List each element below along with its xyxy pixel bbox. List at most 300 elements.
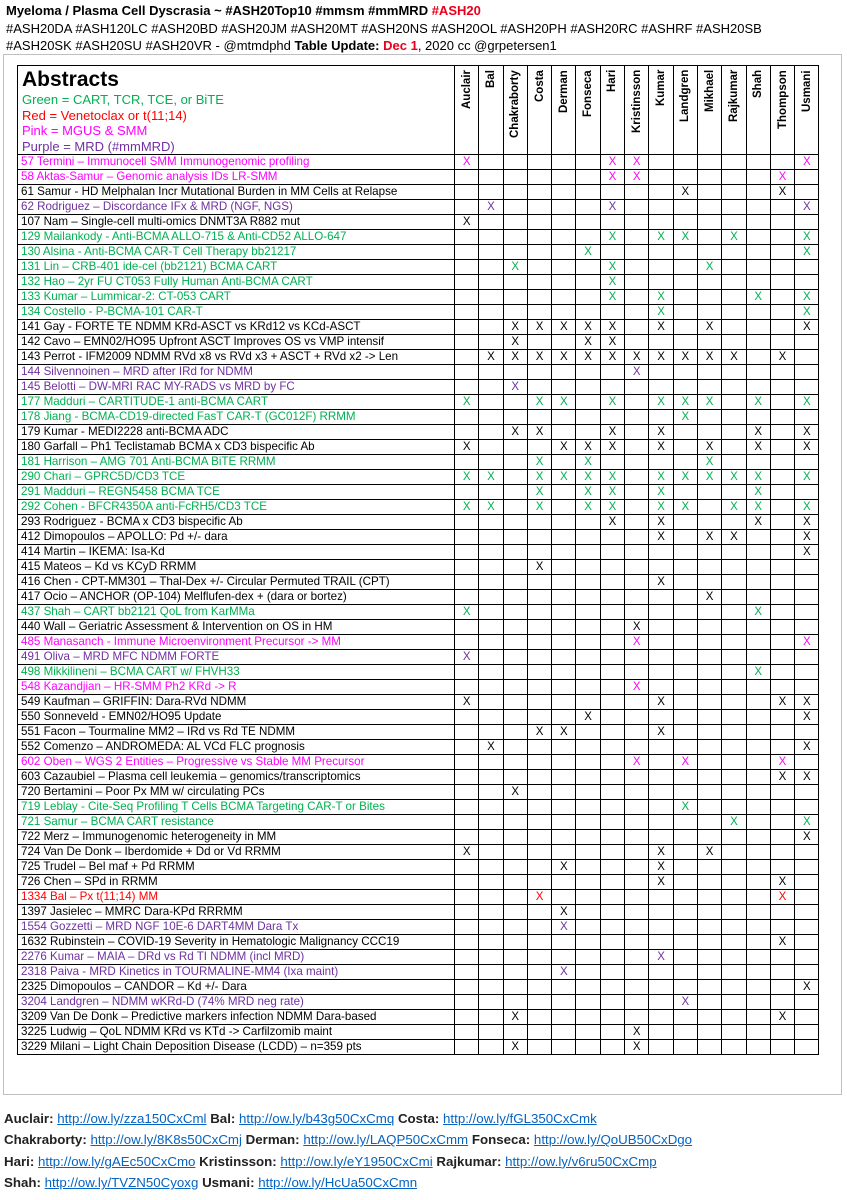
mark-cell-auclair	[455, 245, 479, 260]
table-row	[18, 260, 819, 275]
mark-cell-fonseca: X	[576, 455, 600, 470]
mark-cell-derman	[552, 380, 576, 395]
mark-cell-chakraborty	[503, 185, 527, 200]
mark-cell-auclair: X	[455, 695, 479, 710]
mark-cell-hari: X	[600, 335, 624, 350]
mark-cell-auclair	[455, 260, 479, 275]
mark-cell-bal: X	[479, 740, 503, 755]
mark-cell-costa: X	[527, 395, 551, 410]
mark-cell-kumar	[649, 410, 673, 425]
mark-cell-kristinsson	[625, 185, 649, 200]
mark-cell-landgren	[673, 860, 697, 875]
mark-cell-landgren	[673, 890, 697, 905]
mark-cell-chakraborty	[503, 500, 527, 515]
mark-cell-usmani: X	[795, 290, 819, 305]
mark-cell-fonseca	[576, 830, 600, 845]
mark-cell-derman: X	[552, 905, 576, 920]
mark-cell-costa	[527, 935, 551, 950]
mark-cell-derman	[552, 560, 576, 575]
mark-cell-chakraborty	[503, 575, 527, 590]
mark-cell-landgren	[673, 455, 697, 470]
footer-line	[4, 1172, 842, 1193]
column-header-hari	[600, 66, 624, 155]
mark-cell-bal	[479, 185, 503, 200]
mark-cell-usmani	[795, 380, 819, 395]
mark-cell-thompson	[770, 530, 794, 545]
mark-cell-rajkumar	[722, 1025, 746, 1040]
mark-cell-shah	[746, 830, 770, 845]
mark-cell-usmani	[795, 875, 819, 890]
table-row	[18, 860, 819, 875]
mark-cell-chakraborty	[503, 200, 527, 215]
abstract-title: 3204 Landgren – NDMM wKRd-D (74% MRD neg rate)	[18, 995, 455, 1010]
mark-cell-auclair	[455, 905, 479, 920]
table-update-label: Table Update:	[294, 38, 384, 53]
mark-cell-thompson: X	[770, 695, 794, 710]
table-row	[18, 980, 819, 995]
mark-cell-derman	[552, 815, 576, 830]
mark-cell-kumar: X	[649, 875, 673, 890]
mark-cell-shah	[746, 725, 770, 740]
mark-cell-rajkumar	[722, 485, 746, 500]
abstract-title: 3229 Milani – Light Chain Deposition Disease (LCDD) – n=359 pts	[18, 1040, 455, 1055]
profile-link[interactable]: http://ow.ly/eY1950CxCmi	[280, 1153, 433, 1169]
mark-cell-auclair	[455, 200, 479, 215]
mark-cell-fonseca	[576, 995, 600, 1010]
mark-cell-thompson	[770, 440, 794, 455]
abstract-title: 412 Dimopoulos – APOLLO: Pd +/- dara	[18, 530, 455, 545]
mark-cell-auclair	[455, 635, 479, 650]
mark-cell-shah	[746, 770, 770, 785]
abstract-title: 2318 Paiva - MRD Kinetics in TOURMALINE-MM4 (Ixa maint)	[18, 965, 455, 980]
mark-cell-fonseca	[576, 695, 600, 710]
mark-cell-derman	[552, 605, 576, 620]
mark-cell-fonseca	[576, 290, 600, 305]
mark-cell-thompson	[770, 815, 794, 830]
mark-cell-hari	[600, 680, 624, 695]
mark-cell-mikhael	[697, 860, 721, 875]
mark-cell-kumar	[649, 980, 673, 995]
table-row	[18, 755, 819, 770]
mark-cell-landgren	[673, 545, 697, 560]
link-owner-label: Usmani:	[202, 1175, 255, 1191]
mark-cell-bal	[479, 980, 503, 995]
mark-cell-landgren	[673, 980, 697, 995]
mark-cell-costa	[527, 1040, 551, 1055]
mark-cell-kumar	[649, 335, 673, 350]
abstract-title: 603 Cazaubiel – Plasma cell leukemia – genomics/transcriptomics	[18, 770, 455, 785]
mark-cell-mikhael	[697, 485, 721, 500]
abstract-title: 416 Chen - CPT-MM301 – Thal-Dex +/- Circular Permuted TRAIL (CPT)	[18, 575, 455, 590]
profile-link[interactable]: http://ow.ly/zza150CxCml	[57, 1111, 207, 1126]
mark-cell-rajkumar	[722, 635, 746, 650]
mark-cell-fonseca	[576, 545, 600, 560]
mark-cell-costa	[527, 305, 551, 320]
mark-cell-mikhael: X	[697, 455, 721, 470]
mark-cell-bal	[479, 920, 503, 935]
mark-cell-chakraborty: X	[503, 785, 527, 800]
table-row	[18, 290, 819, 305]
link-owner-label: Auclair:	[4, 1111, 54, 1126]
mark-cell-auclair: X	[455, 215, 479, 230]
mark-cell-shah	[746, 590, 770, 605]
mark-cell-shah	[746, 260, 770, 275]
mark-cell-mikhael	[697, 575, 721, 590]
mark-cell-mikhael	[697, 905, 721, 920]
mark-cell-usmani: X	[795, 245, 819, 260]
mark-cell-derman	[552, 200, 576, 215]
abstract-title: 143 Perrot - IFM2009 NDMM RVd x8 vs RVd x3 + ASCT + RVd x2 -> Len	[18, 350, 455, 365]
mark-cell-costa	[527, 200, 551, 215]
mark-cell-fonseca	[576, 530, 600, 545]
abstract-title: 498 Mikkilineni – BCMA CART w/ FHVH33	[18, 665, 455, 680]
mark-cell-chakraborty	[503, 935, 527, 950]
mark-cell-fonseca	[576, 575, 600, 590]
mark-cell-rajkumar	[722, 725, 746, 740]
mark-cell-mikhael	[697, 545, 721, 560]
mark-cell-mikhael	[697, 560, 721, 575]
abstract-title: 178 Jiang - BCMA-CD19-directed FasT CAR-T (GC012F) RRMM	[18, 410, 455, 425]
table-row	[18, 335, 819, 350]
mark-cell-auclair: X	[455, 650, 479, 665]
header-title: Myeloma / Plasma Cell Dyscrasia ~ #ASH20Top10 #mmsm #mmMRD	[6, 3, 429, 18]
mark-cell-fonseca	[576, 185, 600, 200]
mark-cell-derman	[552, 515, 576, 530]
mark-cell-auclair	[455, 935, 479, 950]
mark-cell-kumar: X	[649, 695, 673, 710]
mark-cell-hari	[600, 530, 624, 545]
mark-cell-mikhael	[697, 770, 721, 785]
mark-cell-hari: X	[600, 155, 624, 170]
mark-cell-kumar	[649, 245, 673, 260]
abstract-title: 719 Leblay - Cite-Seq Profiling T Cells BCMA Targeting CAR-T or Bites	[18, 800, 455, 815]
mark-cell-usmani: X	[795, 635, 819, 650]
profile-link[interactable]: http://ow.ly/b43g50CxCmq	[239, 1111, 395, 1126]
mark-cell-fonseca	[576, 740, 600, 755]
mark-cell-landgren	[673, 440, 697, 455]
mark-cell-kumar	[649, 995, 673, 1010]
header-line-1	[6, 2, 842, 20]
mark-cell-rajkumar	[722, 650, 746, 665]
profile-link[interactable]: http://ow.ly/TVZN50Cyoxg	[44, 1175, 199, 1191]
table-row	[18, 185, 819, 200]
mark-cell-rajkumar	[722, 920, 746, 935]
abstract-title: 1632 Rubinstein – COVID-19 Severity in Hematologic Malignancy CCC19	[18, 935, 455, 950]
mark-cell-kumar: X	[649, 530, 673, 545]
mark-cell-fonseca	[576, 800, 600, 815]
mark-cell-bal	[479, 710, 503, 725]
header-cc: , 2020 cc @grpetersen1	[417, 38, 557, 53]
abstract-title: 437 Shah – CART bb2121 QoL from KarMMa	[18, 605, 455, 620]
mark-cell-landgren	[673, 770, 697, 785]
table-row	[18, 635, 819, 650]
mark-cell-bal	[479, 755, 503, 770]
mark-cell-rajkumar	[722, 155, 746, 170]
mark-cell-mikhael	[697, 980, 721, 995]
mark-cell-shah	[746, 230, 770, 245]
profile-link[interactable]: http://ow.ly/HcUa50CxCmn	[258, 1175, 418, 1191]
mark-cell-hari: X	[600, 485, 624, 500]
mark-cell-hari	[600, 590, 624, 605]
abstract-title: 61 Samur - HD Melphalan Incr Mutational Burden in MM Cells at Relapse	[18, 185, 455, 200]
mark-cell-usmani: X	[795, 305, 819, 320]
mark-cell-kumar	[649, 590, 673, 605]
mark-cell-derman	[552, 980, 576, 995]
column-header-fonseca	[576, 66, 600, 155]
abstract-title: 145 Belotti – DW-MRI RAC MY-RADS vs MRD by FC	[18, 380, 455, 395]
mark-cell-auclair	[455, 740, 479, 755]
mark-cell-chakraborty: X	[503, 1040, 527, 1055]
mark-cell-costa	[527, 755, 551, 770]
mark-cell-hari	[600, 785, 624, 800]
mark-cell-mikhael: X	[697, 395, 721, 410]
mark-cell-costa	[527, 800, 551, 815]
mark-cell-kristinsson	[625, 410, 649, 425]
mark-cell-rajkumar	[722, 950, 746, 965]
mark-cell-hari	[600, 1040, 624, 1055]
table-row	[18, 665, 819, 680]
mark-cell-derman	[552, 1010, 576, 1025]
mark-cell-hari	[600, 1010, 624, 1025]
abstract-title: 485 Manasanch - Immune Microenvironment Precursor -> MM	[18, 635, 455, 650]
mark-cell-kumar: X	[649, 230, 673, 245]
mark-cell-mikhael	[697, 185, 721, 200]
mark-cell-chakraborty	[503, 875, 527, 890]
mark-cell-landgren	[673, 650, 697, 665]
mark-cell-fonseca	[576, 890, 600, 905]
mark-cell-usmani	[795, 620, 819, 635]
abstract-title: 1397 Jasielec – MMRC Dara-KPd RRRMM	[18, 905, 455, 920]
mark-cell-derman	[552, 335, 576, 350]
mark-cell-shah	[746, 350, 770, 365]
mark-cell-costa: X	[527, 725, 551, 740]
mark-cell-kristinsson	[625, 650, 649, 665]
mark-cell-landgren	[673, 965, 697, 980]
mark-cell-hari	[600, 665, 624, 680]
mark-cell-fonseca	[576, 770, 600, 785]
mark-cell-derman	[552, 695, 576, 710]
abstract-title: 179 Kumar - MEDI2228 anti-BCMA ADC	[18, 425, 455, 440]
mark-cell-bal	[479, 305, 503, 320]
mark-cell-derman	[552, 275, 576, 290]
mark-cell-mikhael	[697, 170, 721, 185]
mark-cell-kristinsson	[625, 230, 649, 245]
mark-cell-mikhael: X	[697, 320, 721, 335]
mark-cell-derman	[552, 950, 576, 965]
mark-cell-shah	[746, 740, 770, 755]
mark-cell-kristinsson	[625, 890, 649, 905]
mark-cell-landgren: X	[673, 230, 697, 245]
mark-cell-costa	[527, 650, 551, 665]
mark-cell-fonseca	[576, 425, 600, 440]
mark-cell-rajkumar	[722, 185, 746, 200]
column-header-label: Derman	[557, 70, 570, 113]
mark-cell-bal	[479, 770, 503, 785]
mark-cell-thompson: X	[770, 935, 794, 950]
mark-cell-derman	[552, 875, 576, 890]
column-header-label: Kumar	[655, 70, 668, 107]
mark-cell-usmani: X	[795, 500, 819, 515]
abstract-title: 2325 Dimopoulos – CANDOR – Kd +/- Dara	[18, 980, 455, 995]
mark-cell-landgren	[673, 950, 697, 965]
mark-cell-thompson	[770, 515, 794, 530]
mark-cell-shah	[746, 800, 770, 815]
mark-cell-rajkumar	[722, 770, 746, 785]
mark-cell-thompson	[770, 995, 794, 1010]
mark-cell-kumar: X	[649, 845, 673, 860]
mark-cell-rajkumar	[722, 695, 746, 710]
mark-cell-auclair	[455, 485, 479, 500]
mark-cell-thompson	[770, 980, 794, 995]
mark-cell-costa	[527, 215, 551, 230]
mark-cell-landgren	[673, 1010, 697, 1025]
mark-cell-auclair: X	[455, 395, 479, 410]
mark-cell-kristinsson	[625, 245, 649, 260]
mark-cell-auclair	[455, 710, 479, 725]
mark-cell-usmani	[795, 275, 819, 290]
mark-cell-rajkumar	[722, 455, 746, 470]
mark-cell-fonseca	[576, 620, 600, 635]
mark-cell-mikhael: X	[697, 590, 721, 605]
profile-link[interactable]: http://ow.ly/v6ru50CxCmp	[505, 1153, 657, 1169]
mark-cell-fonseca	[576, 1025, 600, 1040]
mark-cell-hari	[600, 845, 624, 860]
mark-cell-kumar	[649, 740, 673, 755]
mark-cell-fonseca: X	[576, 710, 600, 725]
mark-cell-auclair	[455, 230, 479, 245]
mark-cell-derman	[552, 545, 576, 560]
abstract-title: 62 Rodriguez – Discordance IFx & MRD (NGF, NGS)	[18, 200, 455, 215]
mark-cell-thompson	[770, 335, 794, 350]
mark-cell-hari	[600, 830, 624, 845]
mark-cell-bal	[479, 845, 503, 860]
mark-cell-kumar	[649, 755, 673, 770]
mark-cell-shah	[746, 890, 770, 905]
mark-cell-landgren	[673, 335, 697, 350]
mark-cell-rajkumar	[722, 935, 746, 950]
mark-cell-thompson	[770, 635, 794, 650]
column-header-label: Hari	[606, 70, 619, 93]
mark-cell-usmani: X	[795, 530, 819, 545]
mark-cell-kristinsson	[625, 905, 649, 920]
profile-link[interactable]: http://ow.ly/LAQP50CxCmm	[303, 1132, 469, 1148]
mark-cell-mikhael: X	[697, 260, 721, 275]
mark-cell-costa	[527, 845, 551, 860]
mark-cell-kumar: X	[649, 305, 673, 320]
mark-cell-kristinsson	[625, 395, 649, 410]
mark-cell-auclair: X	[455, 500, 479, 515]
mark-cell-thompson	[770, 455, 794, 470]
mark-cell-rajkumar	[722, 680, 746, 695]
table-row	[18, 845, 819, 860]
mark-cell-usmani	[795, 665, 819, 680]
abstract-title: 177 Madduri – CARTITUDE-1 anti-BCMA CART	[18, 395, 455, 410]
mark-cell-fonseca	[576, 230, 600, 245]
column-header-label: Usmani	[800, 70, 813, 112]
table-row	[18, 785, 819, 800]
mark-cell-bal	[479, 290, 503, 305]
mark-cell-fonseca	[576, 305, 600, 320]
mark-cell-kristinsson	[625, 695, 649, 710]
mark-cell-shah	[746, 530, 770, 545]
mark-cell-thompson	[770, 620, 794, 635]
column-header-derman	[552, 66, 576, 155]
mark-cell-chakraborty	[503, 860, 527, 875]
mark-cell-landgren	[673, 875, 697, 890]
mark-cell-hari	[600, 995, 624, 1010]
mark-cell-thompson: X	[770, 890, 794, 905]
profile-link[interactable]: http://ow.ly/fGL350CxCmk	[443, 1111, 597, 1126]
mark-cell-kumar	[649, 1025, 673, 1040]
mark-cell-landgren	[673, 365, 697, 380]
mark-cell-auclair	[455, 815, 479, 830]
mark-cell-costa	[527, 710, 551, 725]
mark-cell-derman	[552, 290, 576, 305]
mark-cell-rajkumar	[722, 515, 746, 530]
mark-cell-costa	[527, 575, 551, 590]
mark-cell-derman	[552, 500, 576, 515]
header-ash20-tag: #ASH20	[428, 3, 481, 18]
abstract-title: 291 Madduri – REGN5458 BCMA TCE	[18, 485, 455, 500]
profile-link[interactable]: http://ow.ly/QoUB50CxDgo	[533, 1132, 693, 1148]
mark-cell-mikhael	[697, 620, 721, 635]
mark-cell-thompson	[770, 230, 794, 245]
mark-cell-derman	[552, 770, 576, 785]
table-row	[18, 950, 819, 965]
mark-cell-fonseca	[576, 170, 600, 185]
abstract-title: 293 Rodriguez - BCMA x CD3 bispecific Ab	[18, 515, 455, 530]
mark-cell-costa	[527, 440, 551, 455]
column-header-label: Shah	[752, 70, 765, 99]
mark-cell-auclair	[455, 590, 479, 605]
mark-cell-landgren	[673, 275, 697, 290]
mark-cell-hari	[600, 305, 624, 320]
mark-cell-bal	[479, 905, 503, 920]
table-row	[18, 200, 819, 215]
mark-cell-fonseca	[576, 755, 600, 770]
mark-cell-derman	[552, 530, 576, 545]
profile-link[interactable]: http://ow.ly/8K8s50CxCmj	[90, 1132, 242, 1148]
mark-cell-thompson	[770, 320, 794, 335]
mark-cell-costa	[527, 245, 551, 260]
mark-cell-costa	[527, 605, 551, 620]
mark-cell-auclair	[455, 965, 479, 980]
mark-cell-mikhael	[697, 245, 721, 260]
mark-cell-mikhael	[697, 410, 721, 425]
mark-cell-mikhael	[697, 305, 721, 320]
mark-cell-hari: X	[600, 320, 624, 335]
profile-link[interactable]: http://ow.ly/gAEc50CxCmo	[38, 1153, 196, 1169]
mark-cell-kristinsson	[625, 380, 649, 395]
mark-cell-fonseca	[576, 1010, 600, 1025]
mark-cell-rajkumar	[722, 620, 746, 635]
mark-cell-hari	[600, 650, 624, 665]
mark-cell-shah: X	[746, 515, 770, 530]
mark-cell-derman	[552, 995, 576, 1010]
mark-cell-bal	[479, 995, 503, 1010]
mark-cell-fonseca	[576, 215, 600, 230]
mark-cell-auclair	[455, 410, 479, 425]
mark-cell-auclair	[455, 275, 479, 290]
header-line-3	[6, 37, 842, 55]
mark-cell-chakraborty	[503, 245, 527, 260]
mark-cell-thompson	[770, 425, 794, 440]
mark-cell-thompson	[770, 215, 794, 230]
mark-cell-derman	[552, 620, 576, 635]
mark-cell-landgren	[673, 590, 697, 605]
mark-cell-usmani	[795, 560, 819, 575]
mark-cell-mikhael	[697, 155, 721, 170]
